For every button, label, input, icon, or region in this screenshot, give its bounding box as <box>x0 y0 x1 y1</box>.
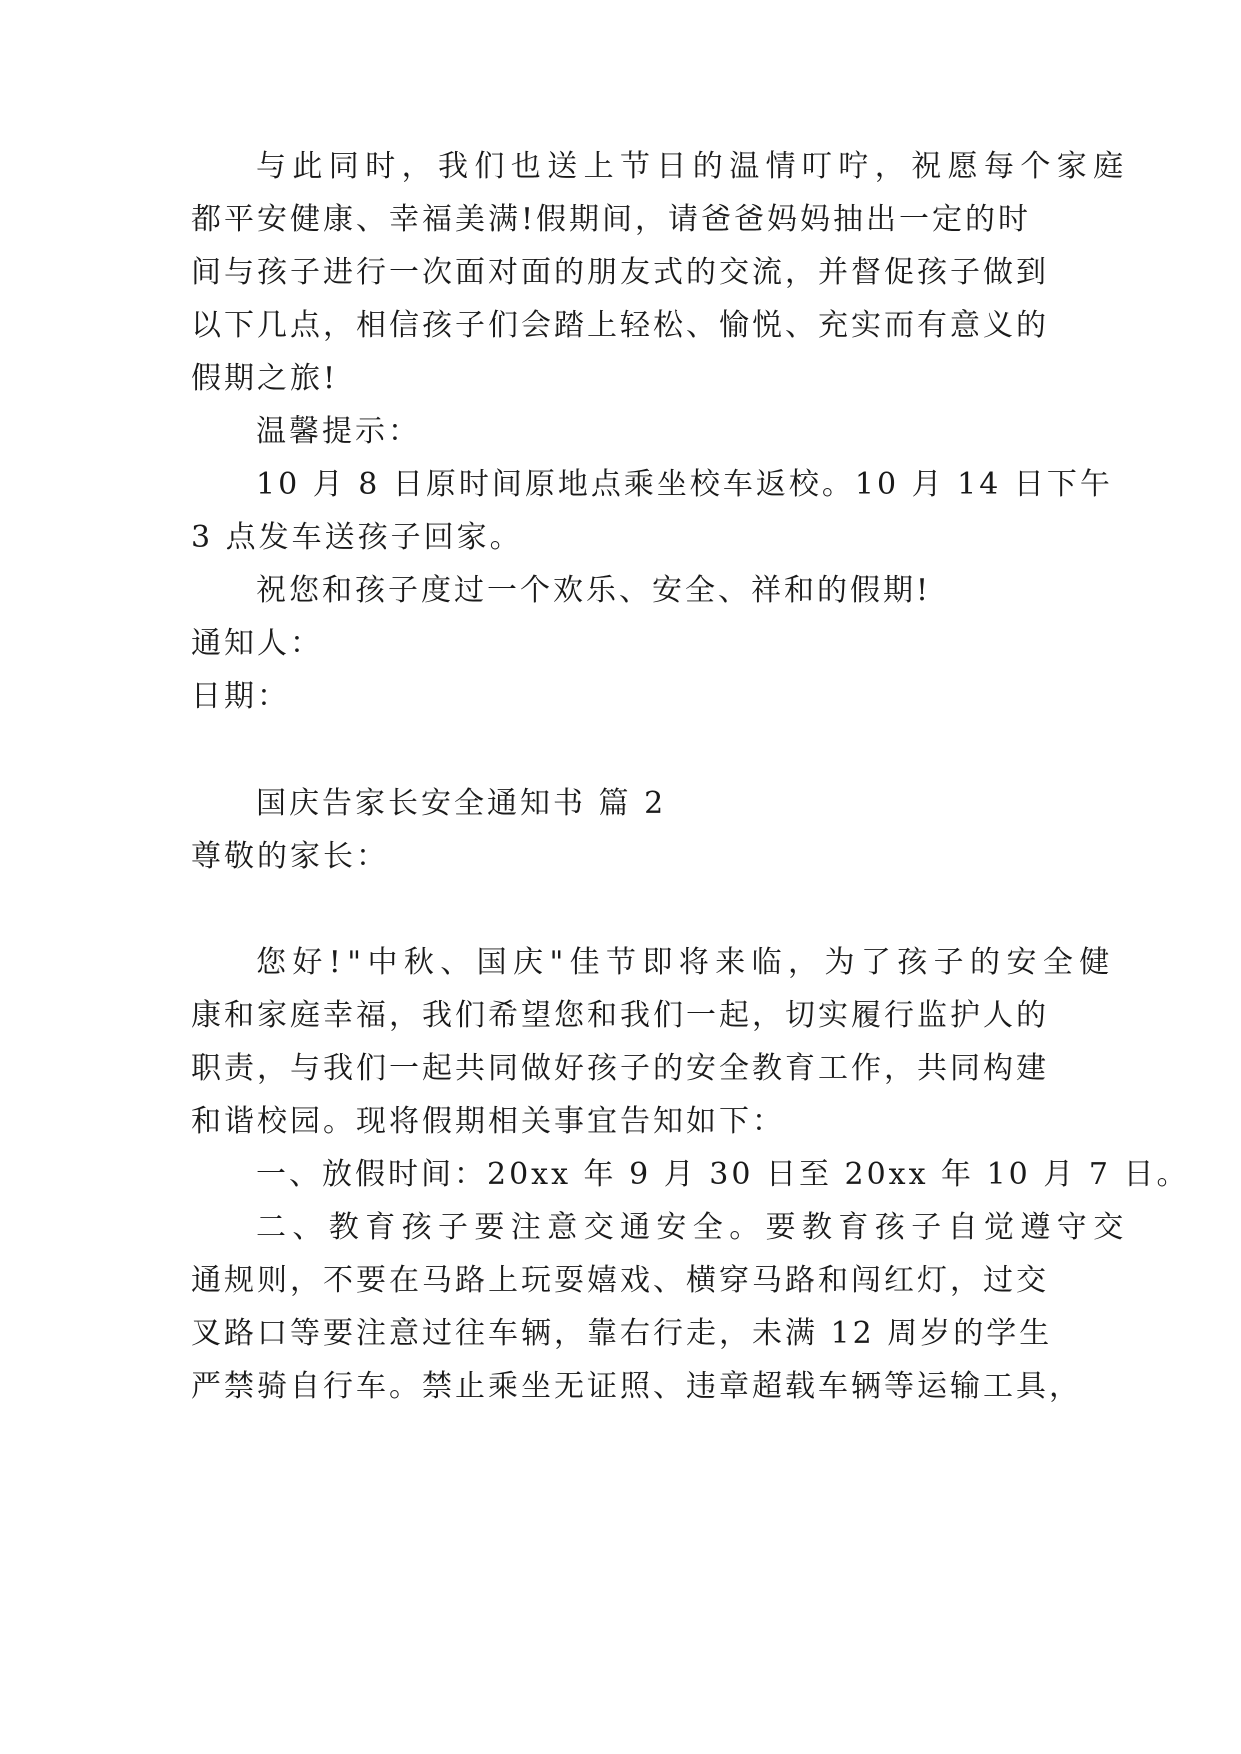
paragraph-line: 3 点发车送孩子回家。 <box>191 520 523 555</box>
closing-wish: 祝您和孩子度过一个欢乐、安全、祥和的假期! <box>256 573 932 608</box>
paragraph-line: 叉路口等要注意过往车辆，靠右行走，未满 12 周岁的学生 <box>191 1316 1053 1351</box>
paragraph-line: 职责，与我们一起共同做好孩子的安全教育工作，共同构建 <box>191 1051 1049 1086</box>
paragraph-line: 通规则，不要在马路上玩耍嬉戏、横穿马路和闯红灯，过交 <box>191 1263 1049 1298</box>
paragraph-line: 严禁骑自行车。禁止乘坐无证照、违章超载车辆等运输工具， <box>191 1369 1082 1404</box>
paragraph-line: 都平安健康、幸福美满!假期间，请爸爸妈妈抽出一定的时 <box>191 202 1032 237</box>
paragraph-line: 康和家庭幸福，我们希望您和我们一起，切实履行监护人的 <box>191 998 1049 1033</box>
paragraph-line: 间与孩子进行一次面对面的朋友式的交流，并督促孩子做到 <box>191 255 1049 290</box>
paragraph-line: 您好!"中秋、国庆"佳节即将来临，为了孩子的安全健 <box>256 945 1116 980</box>
paragraph-line: 和谐校园。现将假期相关事宜告知如下： <box>191 1104 785 1139</box>
paragraph-line: 假期之旅! <box>191 361 339 396</box>
paragraph-line: 与此同时，我们也送上节日的温情叮咛，祝愿每个家庭 <box>256 149 1130 184</box>
list-item: 二、教育孩子要注意交通安全。要教育孩子自觉遵守交 <box>256 1210 1130 1245</box>
section-title: 国庆告家长安全通知书 篇 2 <box>256 786 667 821</box>
paragraph-line: 10 月 8 日原时间原地点乘坐校车返校。10 月 14 日下午 <box>256 467 1113 502</box>
date-label: 日期： <box>191 679 290 714</box>
salutation: 尊敬的家长： <box>191 839 389 874</box>
tips-heading: 温馨提示： <box>256 414 421 449</box>
notifier-label: 通知人： <box>191 626 323 661</box>
list-item: 一、放假时间：20xx 年 9 月 30 日至 20xx 年 10 月 7 日。 <box>256 1157 1190 1192</box>
paragraph-line: 以下几点，相信孩子们会踏上轻松、愉悦、充实而有意义的 <box>191 308 1049 343</box>
